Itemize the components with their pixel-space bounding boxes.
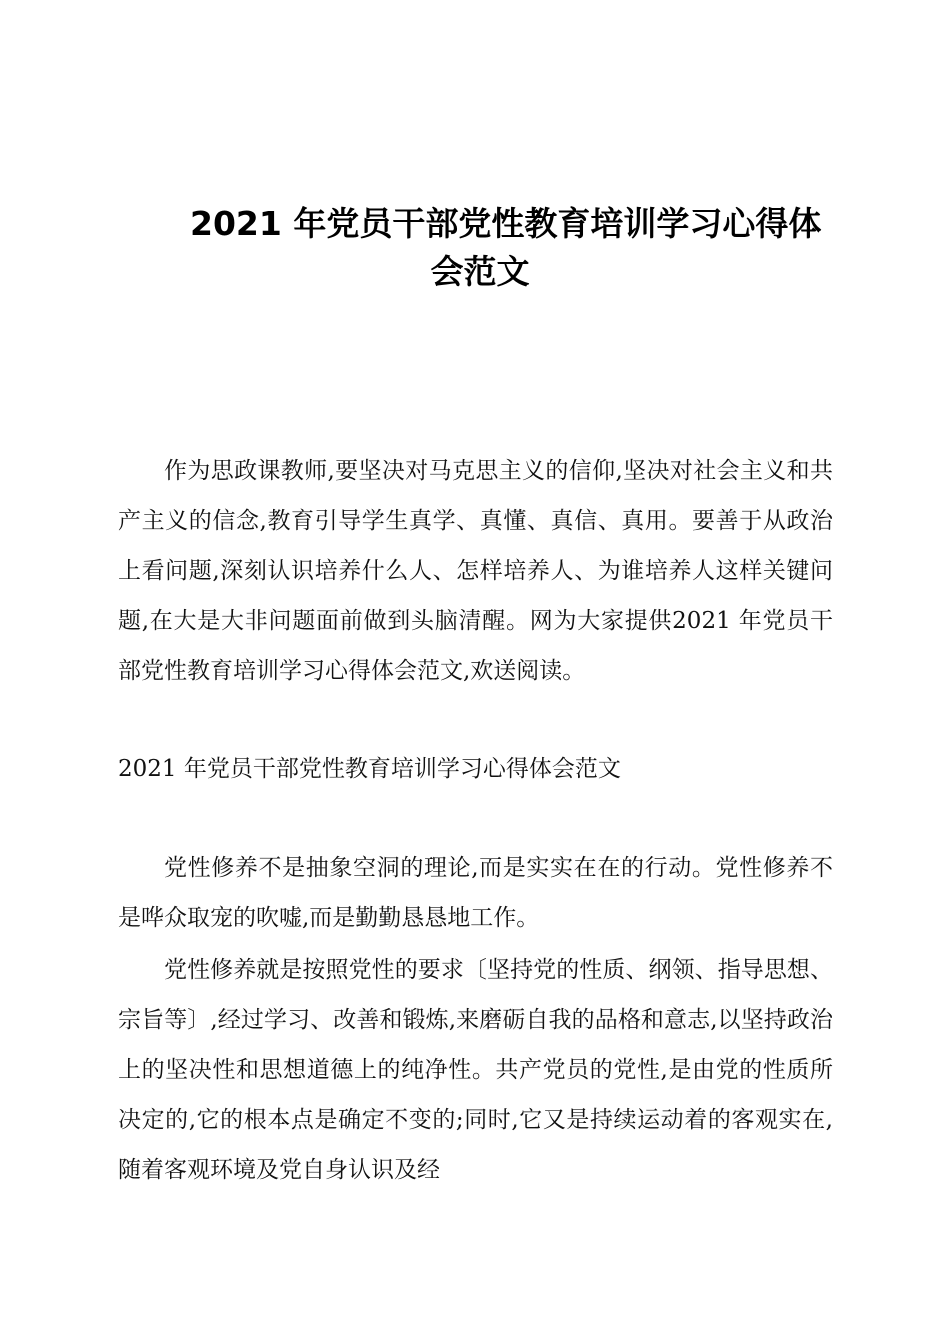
- document-title: [150, 200, 870, 296]
- intro-paragraph: 作为思政课教师,要坚决对马克思主义的信仰,坚决对社会主义和共产主义的信念,教育引导学生真学、真懂、真信、真用。要善于从政治上看问题,深刻认识培养什么人、怎样培养人、为谁培养人这样关键问题,在大是大非问题面前做到头脑清醒。网为大家提供2021 年党员干部党性教育培训学习心得体会范文,欢送阅读。: [118, 458, 833, 684]
- title-line-1: 2021 年党员干部党性教育培训学习心得体: [190, 204, 822, 244]
- section-subtitle: 2021 年党员干部党性教育培训学习心得体会范文: [118, 756, 621, 782]
- title-line-2: 会范文: [430, 252, 530, 292]
- body-paragraph: 党性修养就是按照党性的要求〔坚持党的性质、纲领、指导思想、宗旨等〕,经过学习、改善和锻炼,来磨砺自我的品格和意志,以坚持政治上的坚决性和思想道德上的纯净性。共产党员的党性,是由党的性质所决定的,它的根本点是确定不变的;同时,它又是持续运动着的客观实在,随着客观环境及党自身认识及经: [118, 957, 833, 1183]
- body-paragraph: 党性修养不是抽象空洞的理论,而是实实在在的行动。党性修养不是哗众取宠的吹嘘,而是勤勤恳恳地工作。: [118, 855, 833, 931]
